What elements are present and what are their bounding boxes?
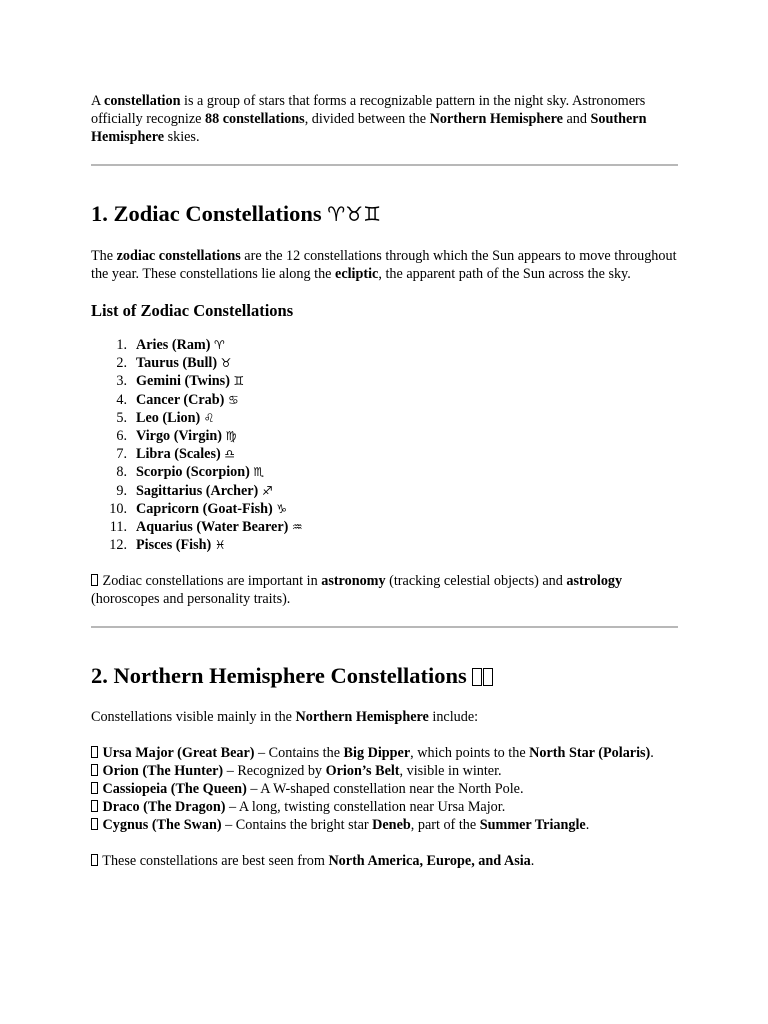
item-bold: Orion (The Hunter) <box>102 763 224 780</box>
item-text: . <box>650 745 654 762</box>
aries-icon: ♈ <box>214 338 225 352</box>
list-label: Aries (Ram) <box>136 337 211 353</box>
para-text: , the apparent path of the Sun across the sky. <box>378 266 631 282</box>
list-label: Capricorn (Goat-Fish) <box>136 500 273 517</box>
document-page <box>91 92 678 870</box>
item-text: , which points to the <box>410 745 530 762</box>
list-label: Pisces (Fish) <box>136 537 212 554</box>
zodiac-list <box>91 336 678 554</box>
list-number: 10. <box>109 500 127 517</box>
list-item <box>91 536 678 554</box>
missing-glyph-icon <box>91 818 98 830</box>
zodiac-note <box>91 572 678 608</box>
item-bold: Cygnus (The Swan) <box>102 817 222 834</box>
item-bold: Ursa Major (Great Bear) <box>102 745 255 762</box>
list-number: 12. <box>109 537 127 554</box>
list-item <box>91 762 678 780</box>
list-number: 9. <box>116 482 127 499</box>
intro-bold: Southern Hemisphere <box>91 111 647 145</box>
gemini-icon: ♊ <box>233 374 245 389</box>
list-item <box>91 463 678 481</box>
list-label: Leo (Lion) <box>136 409 201 426</box>
list-label: Gemini (Twins) <box>136 373 230 390</box>
list-item <box>91 780 678 798</box>
note-bold: astrology <box>566 573 623 590</box>
note-text: (horoscopes and personality traits). <box>91 591 291 608</box>
note-bold: North America, Europe, and Asia <box>328 853 531 870</box>
list-item <box>91 354 678 372</box>
item-bold: Draco (The Dragon) <box>102 799 226 816</box>
missing-glyph-icon <box>91 800 98 812</box>
missing-glyph-icon <box>483 668 493 686</box>
cancer-icon: ♋ <box>227 392 239 407</box>
note-bold: astronomy <box>321 573 386 590</box>
heading-text: 1. Zodiac Constellations <box>91 201 322 226</box>
intro-text: is a group of stars that forms a recognizable pattern in the night sky. Astronomers officially recognize <box>91 93 646 127</box>
list-item <box>91 445 678 463</box>
item-text: – A long, twisting constellation near Ursa Major. <box>225 799 506 816</box>
zodiac-symbols-icon: ♈♉♊ <box>327 202 382 226</box>
list-item <box>91 482 678 500</box>
para-bold: ecliptic <box>335 266 379 282</box>
intro-bold: 88 constellations <box>204 111 305 127</box>
list-item <box>91 372 678 390</box>
list-label: Taurus (Bull) <box>136 355 218 372</box>
list-item <box>91 391 678 409</box>
item-text: . <box>585 817 590 834</box>
missing-glyph-icon <box>91 782 98 794</box>
list-number: 7. <box>116 446 127 463</box>
note-text: Zodiac constellations are important in <box>99 573 322 590</box>
list-number: 2. <box>116 355 127 372</box>
item-bold: North Star (Polaris) <box>529 745 651 762</box>
item-text: – Contains the <box>254 745 344 762</box>
northern-list <box>91 744 678 834</box>
para-bold: Northern Hemisphere <box>295 709 429 726</box>
list-item <box>91 816 678 834</box>
list-number: 3. <box>116 373 127 390</box>
item-bold: Summer Triangle <box>479 817 586 834</box>
intro-text: , divided between the <box>304 111 430 127</box>
sagittarius-icon: ♐ <box>261 483 273 498</box>
list-item <box>91 336 678 354</box>
item-bold: Deneb <box>372 817 411 834</box>
item-text: – Contains the bright star <box>221 817 373 834</box>
northern-note <box>91 852 678 870</box>
zodiac-description <box>91 247 678 283</box>
list-number: 6. <box>116 428 127 445</box>
intro-bold: Northern Hemisphere <box>429 111 563 127</box>
item-text: – Recognized by <box>223 763 326 780</box>
scorpio-icon: ♏ <box>253 465 265 480</box>
para-text: include: <box>428 709 479 726</box>
list-item <box>91 744 678 762</box>
item-text: – A W-shaped constellation near the North Pole. <box>246 781 524 798</box>
list-item <box>91 427 678 445</box>
libra-icon: ♎ <box>224 447 236 462</box>
para-text: are the 12 constellations through which the Sun appears to move throughout the year. These constellations lie along the <box>91 248 677 282</box>
heading-text: 2. Northern Hemisphere Constellations <box>91 663 467 689</box>
virgo-icon: ♍ <box>225 429 237 444</box>
intro-paragraph <box>91 92 678 146</box>
capricorn-icon: ♑ <box>276 501 288 516</box>
pisces-icon: ♓ <box>214 538 226 553</box>
list-label: Aquarius (Water Bearer) <box>136 519 289 536</box>
para-text: The <box>91 248 117 264</box>
divider <box>91 164 678 166</box>
intro-bold: constellation <box>104 93 181 109</box>
note-text: . <box>530 853 535 870</box>
list-number: 11. <box>109 519 127 536</box>
list-number: 1. <box>116 337 127 353</box>
intro-text: and <box>562 111 591 127</box>
taurus-icon: ♉ <box>220 356 232 371</box>
missing-glyph-icon <box>91 764 98 776</box>
list-item <box>91 518 678 536</box>
aquarius-icon: ♒ <box>291 520 303 535</box>
item-bold: Orion’s Belt <box>325 763 400 780</box>
intro-text: skies. <box>164 129 200 145</box>
list-number: 4. <box>116 391 127 408</box>
zodiac-list-heading: List of Zodiac Constellations <box>91 301 294 320</box>
list-item <box>91 409 678 427</box>
list-number: 5. <box>116 409 127 426</box>
item-bold: Cassiopeia (The Queen) <box>102 781 247 798</box>
list-label: Libra (Scales) <box>136 446 221 463</box>
para-text: Constellations visible mainly in the <box>91 709 296 726</box>
list-item <box>91 500 678 518</box>
missing-glyph-icon <box>472 668 482 686</box>
item-text: , visible in winter. <box>399 763 502 780</box>
item-bold: Big Dipper <box>343 745 411 762</box>
list-item <box>91 798 678 816</box>
leo-icon: ♌ <box>203 410 215 425</box>
missing-glyph-icon <box>91 854 98 866</box>
note-text: These constellations are best seen from <box>99 853 329 870</box>
note-text: (tracking celestial objects) and <box>385 573 567 590</box>
list-number: 8. <box>116 464 127 481</box>
northern-intro <box>91 708 678 726</box>
para-bold: zodiac constellations <box>116 248 241 264</box>
intro-text: A <box>91 93 105 109</box>
missing-glyph-icon <box>91 574 98 586</box>
section-heading-zodiac <box>91 200 678 228</box>
list-label: Sagittarius (Archer) <box>136 482 259 499</box>
list-label: Scorpio (Scorpion) <box>136 464 250 481</box>
item-text: , part of the <box>410 817 480 834</box>
list-label: Cancer (Crab) <box>136 391 225 408</box>
divider <box>91 626 678 628</box>
list-label: Virgo (Virgin) <box>136 428 223 445</box>
missing-glyph-icon <box>91 746 98 758</box>
section-heading-northern <box>91 662 678 690</box>
